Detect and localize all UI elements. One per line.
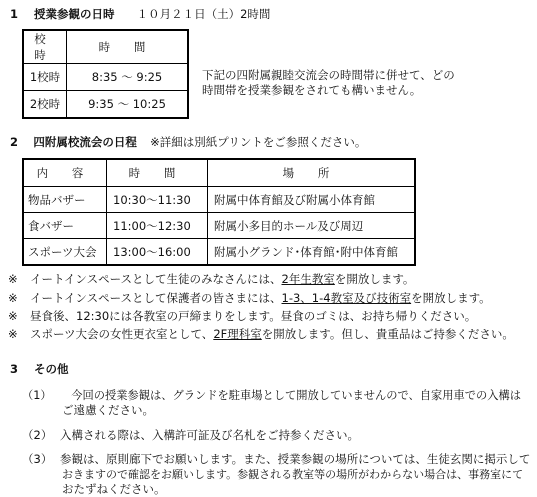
note-text: イートインスペースとして生徒のみなさんには、: [30, 272, 282, 286]
note-mark: ※: [8, 327, 18, 341]
table-row: [23, 91, 188, 119]
section2-note-4: [8, 326, 514, 342]
section1-heading: [10, 6, 270, 22]
time-cell: 13:00～16:00: [107, 239, 208, 266]
header-place: 場 所: [208, 159, 416, 187]
table-row: [23, 239, 415, 266]
item-line1: 今回の授業参観は、グランドを駐車場として開放していませんので、自家用車での入構は: [60, 389, 522, 402]
note-text: イートインスペースとして保護者の皆さまには、: [30, 291, 282, 305]
content-cell: 食バザー: [23, 213, 107, 239]
note-mark: ※: [8, 309, 18, 323]
section3-item-3: [22, 452, 530, 497]
section2-note-1: [8, 271, 414, 287]
header-time: 時 間: [107, 159, 208, 187]
item-number: （3）: [22, 452, 53, 466]
header-time: 時 間: [67, 30, 189, 64]
place-cell: 附属小多目的ホール及び周辺: [208, 213, 416, 239]
section1-title: 授業参観の日時: [34, 7, 115, 21]
note-text-post: を開放します。: [411, 291, 491, 305]
section2-note-2: [8, 290, 491, 306]
section2-number: 2: [10, 135, 19, 149]
time-cell: 9:35 ～ 10:25: [67, 91, 189, 119]
item-line2: おきますので確認をお願いします。参観される教室等の場所がわからない場合は、事務室にて: [62, 468, 524, 481]
item-line1: 入構される際は、入構許可証及び名札をご持参ください。: [60, 428, 359, 442]
note-text: スポーツ大会の女性更衣室として、: [30, 327, 214, 341]
section3-title: その他: [34, 362, 69, 376]
note-mark: ※: [8, 291, 18, 305]
section2-note-3: [8, 308, 476, 324]
note-underlined: 2F理科室: [213, 327, 262, 341]
section1-note: [202, 68, 455, 98]
section3-heading: [10, 361, 69, 377]
item-line1: 参観は、原則廊下でお願いします。また、授業参観の場所については、生徒玄関に掲示して: [60, 452, 531, 466]
table-row: [23, 64, 188, 91]
section1-number: 1: [10, 7, 19, 21]
section1-note-line2: 時間帯を授業参観をされても構いません。: [202, 83, 422, 97]
table-header-row: [23, 159, 415, 187]
table-row: [23, 213, 415, 239]
period-cell: 2校時: [23, 91, 67, 119]
section2-title: 四附属校流会の日程: [33, 135, 137, 149]
time-cell: 10:30～11:30: [107, 187, 208, 213]
content-cell: 物品バザー: [23, 187, 107, 213]
note-text: 昼食後、12:30には各教室の戸締まりをします。昼食のゴミは、お持ち帰りください。: [30, 309, 477, 323]
section1-note-line1: 下記の四附属親睦交流会の時間帯に併せて、どの: [202, 68, 455, 82]
content-cell: スポーツ大会: [23, 239, 107, 266]
event-schedule-table: [22, 158, 416, 266]
section2-heading: [10, 134, 366, 150]
note-text-post: を開放します。但し、貴重品はご持参ください。: [261, 327, 514, 341]
section1-datetime: １０月２１日（土）2時間: [136, 7, 271, 21]
section2-subtitle: ※詳細は別紙プリントをご参照ください。: [150, 135, 367, 149]
header-period: 校 時: [23, 30, 67, 64]
time-cell: 11:00～12:30: [107, 213, 208, 239]
table-header-row: [23, 30, 188, 64]
section3-item-1: [22, 388, 530, 418]
place-cell: 附属小グランド･体育館･附中体育館: [208, 239, 416, 266]
item-line3: おたずねください。: [62, 482, 166, 496]
period-cell: 1校時: [23, 64, 67, 91]
note-mark: ※: [8, 272, 18, 286]
time-cell: 8:35 ～ 9:25: [67, 64, 189, 91]
class-period-table: [22, 29, 189, 119]
note-text-post: を開放します。: [334, 272, 415, 286]
section3-item-2: [22, 428, 530, 443]
note-underlined: 1-3、1-4教室及び技術室: [281, 291, 412, 305]
note-underlined: 2年生教室: [281, 272, 335, 286]
section3-number: 3: [10, 362, 19, 376]
item-line2: ご遠慮ください。: [62, 403, 154, 417]
table-row: [23, 187, 415, 213]
item-number: （1）: [22, 389, 52, 402]
header-content: 内 容: [23, 159, 107, 187]
item-number: （2）: [22, 428, 53, 442]
place-cell: 附属中体育館及び附属小体育館: [208, 187, 416, 213]
